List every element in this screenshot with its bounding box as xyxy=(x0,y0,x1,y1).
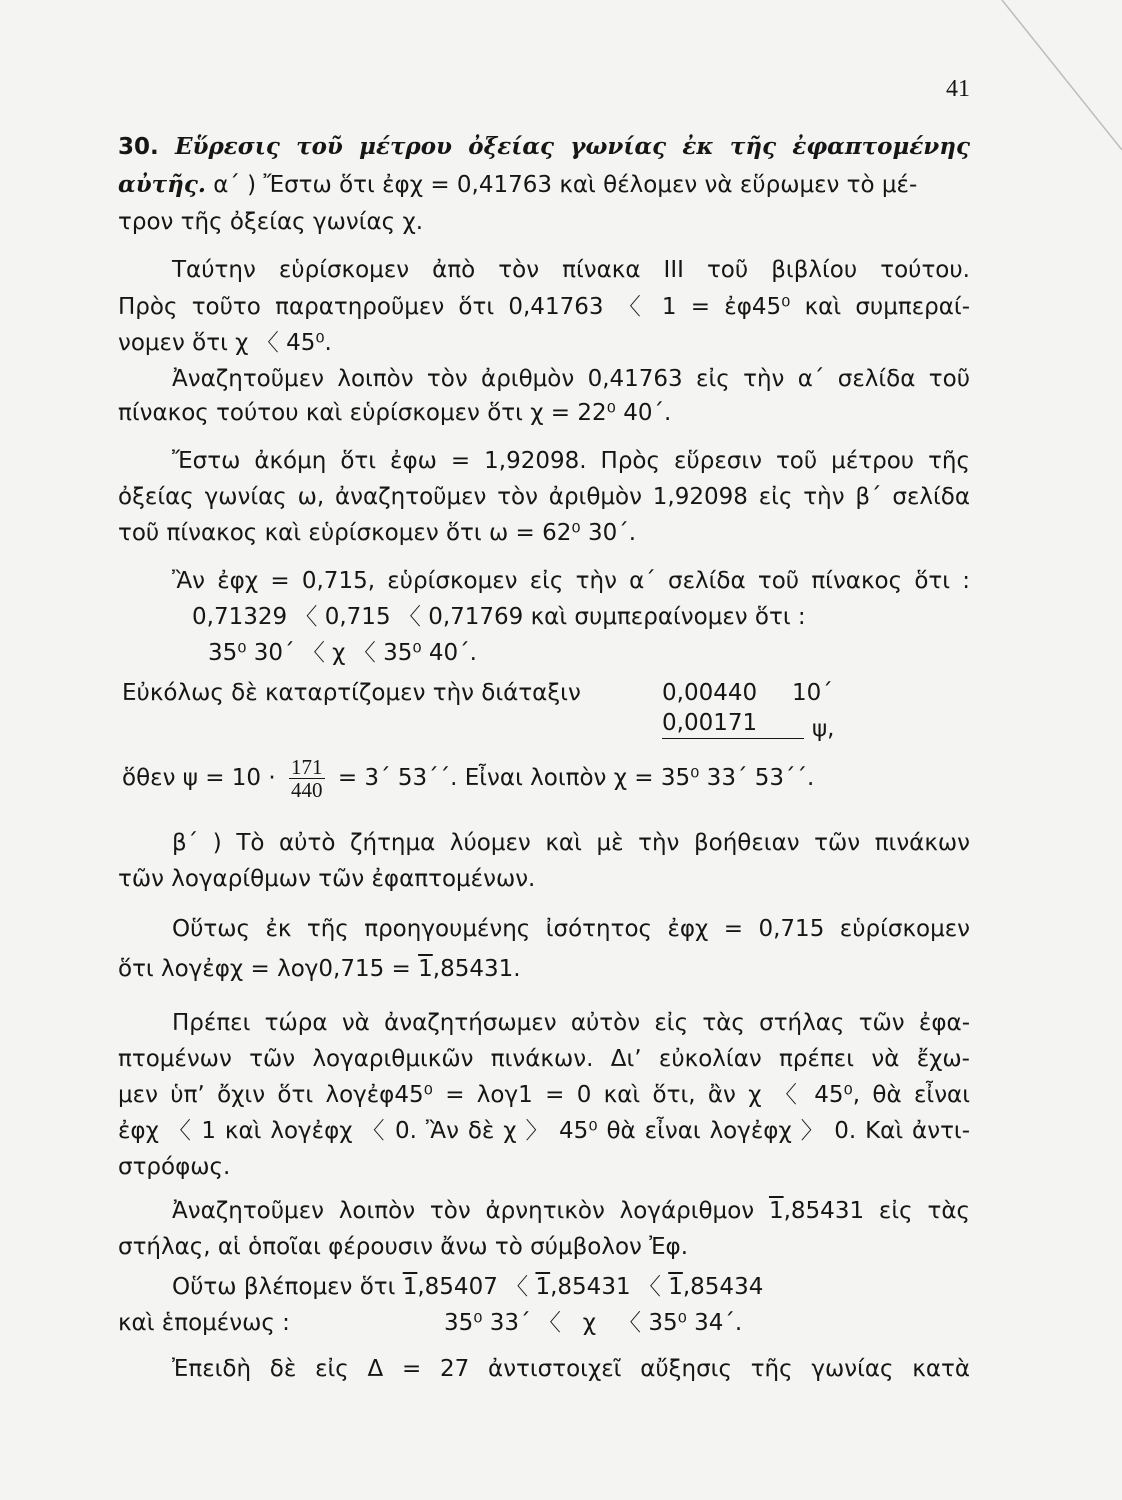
negative-characteristic: 1 xyxy=(768,1198,784,1224)
fraction xyxy=(289,756,325,801)
section-title: Εὕρεσις τοῦ μέτρου ὀξείας γωνίας ἐκ τῆς ἐφαπτομένης xyxy=(175,133,970,160)
intro-text: α΄ ) Ἔστω ὅτι ἐφχ = 0,41763 καὶ θέλομεν νὰ εὕρωμεν τὸ μέ- xyxy=(213,172,918,198)
scheme-value: ψ, xyxy=(812,716,835,742)
text-line: β΄ ) Τὸ αὐτὸ ζήτημα λύομεν καὶ μὲ τὴν βοήθειαν τῶν πινάκων xyxy=(172,830,970,856)
negative-characteristic: 1 xyxy=(402,1274,418,1300)
formula-line xyxy=(122,748,814,808)
text-line: τῶν λογαρίθμων τῶν ἐφαπτομένων. xyxy=(118,866,536,892)
text-segment: ,85407 〈 xyxy=(417,1274,529,1300)
text-segment: ,85431 〈 xyxy=(550,1274,661,1300)
text-line: πίνακος τούτου καὶ εὑρίσκομεν ὅτι χ = 22⁰ 40΄. xyxy=(118,400,672,426)
text-line: Ταύτην εὑρίσκομεν ἀπὸ τὸν πίνακα III τοῦ βιβλίου τούτου. xyxy=(172,257,970,283)
section-title-end: αὐτῆς. xyxy=(118,171,206,198)
section-heading-line-2 xyxy=(118,168,970,202)
text-line: 35⁰ 30΄ 〈 χ 〈 35⁰ 40΄. xyxy=(208,640,477,666)
text-line: μεν ὑπʼ ὄχιν ὅτι λογἐφ45⁰ = λογ1 = 0 καὶ ὅτι, ἂν χ 〈 45⁰, θὰ εἶναι xyxy=(118,1082,970,1108)
fraction-denominator: 440 xyxy=(291,778,323,802)
text-line xyxy=(118,952,970,986)
text-line: ὀξείας γωνίας ω, ἀναζητοῦμεν τὸν ἀριθμὸν 1,92098 εἰς τὴν β΄ σελίδα xyxy=(118,484,970,510)
text-segment: ,85431. xyxy=(432,956,521,982)
text-line: Πρὸς τοῦτο παρατηροῦμεν ὅτι 0,41763 〈 1 = ἐφ45⁰ καὶ συμπεραί- xyxy=(118,294,970,320)
text-segment: ,85434 xyxy=(682,1274,764,1300)
text-line xyxy=(172,1194,970,1228)
formula-text: ὅθεν ψ = 10 · xyxy=(122,765,276,791)
section-heading-line-1 xyxy=(118,130,970,164)
text-line: Ἔστω ἀκόμη ὅτι ἐφω = 1,92098. Πρὸς εὕρεσιν τοῦ μέτρου τῆς xyxy=(172,448,970,474)
text-line: Πρέπει τώρα νὰ ἀναζητήσωμεν αὐτὸν εἰς τὰς στήλας τῶν ἐφα- xyxy=(172,1010,970,1036)
intro-text-line: τρον τῆς ὀξείας γωνίας χ. xyxy=(118,209,424,235)
text-line: Ἂν ἐφχ = 0,715, εὑρίσκομεν εἰς τὴν α΄ σελίδα τοῦ πίνακος ὅτι : xyxy=(172,568,970,594)
page-number: 41 xyxy=(946,76,970,102)
negative-characteristic: 1 xyxy=(535,1274,551,1300)
text-line: 35⁰ 33΄ 〈 χ 〈 35⁰ 34΄. xyxy=(444,1310,743,1336)
text-line xyxy=(172,1270,763,1304)
scheme-value: 0,00171 xyxy=(662,708,804,739)
section-number: 30. xyxy=(118,134,159,160)
negative-characteristic: 1 xyxy=(418,956,433,982)
text-line: 0,71329 〈 0,715 〈 0,71769 καὶ συμπεραίνομεν ὅτι : xyxy=(192,604,806,630)
text-line: Εὐκόλως δὲ καταρτίζομεν τὴν διάταξιν xyxy=(122,680,581,706)
text-segment: Οὕτω βλέπομεν ὅτι xyxy=(172,1274,396,1300)
text-line: Οὕτως ἐκ τῆς προηγουμένης ἰσότητος ἐφχ = 0,715 εὑρίσκομεν xyxy=(172,916,970,942)
scheme-value: 10΄ xyxy=(792,680,833,706)
text-segment xyxy=(769,1198,970,1224)
negative-characteristic: 1 xyxy=(668,1274,683,1300)
text-line: ἐφχ 〈 1 καὶ λογἐφχ 〈 0. Ἂν δὲ χ 〉 45⁰ θὰ εἶναι λογἐφχ 〉 0. Καὶ ἀντι- xyxy=(118,1118,970,1144)
text-segment: ,85431 εἰς τὰς xyxy=(783,1198,971,1224)
fraction-numerator: 171 xyxy=(291,755,323,779)
text-line: τοῦ πίνακος καὶ εὑρίσκομεν ὅτι ω = 62⁰ 30΄. xyxy=(118,520,637,546)
text-line: στήλας, αἱ ὁποῖαι φέρουσιν ἄνω τὸ σύμβολον Ἐφ. xyxy=(118,1234,689,1260)
text-line: Ἀναζητοῦμεν λοιπὸν τὸν ἀριθμὸν 0,41763 εἰς τὴν α΄ σελίδα τοῦ xyxy=(172,366,970,392)
text-line: Ἐπειδὴ δὲ εἰς Δ = 27 ἀντιστοιχεῖ αὔξησις τῆς γωνίας κατὰ xyxy=(172,1356,970,1382)
text-segment: Ἀναζητοῦμεν λοιπὸν τὸν ἀρνητικὸν λογάριθμον xyxy=(172,1198,755,1224)
scheme-value: 0,00440 xyxy=(662,680,758,706)
formula-text: = 3΄ 53΄΄. Εἶναι λοιπὸν χ = 35⁰ 33΄ 53΄΄. xyxy=(337,765,815,791)
text-line: πτομένων τῶν λογαριθμικῶν πινάκων. Διʼ εὐκολίαν πρέπει νὰ ἔχω- xyxy=(118,1046,970,1072)
text-segment: ὅτι λογἐφχ = λογ0,715 = xyxy=(118,956,411,982)
text-line: καὶ ἑπομένως : xyxy=(118,1310,290,1336)
text-line: νομεν ὅτι χ 〈 45⁰. xyxy=(118,330,332,356)
text-line: στρόφως. xyxy=(118,1154,231,1180)
page-corner-crease xyxy=(962,0,1122,160)
